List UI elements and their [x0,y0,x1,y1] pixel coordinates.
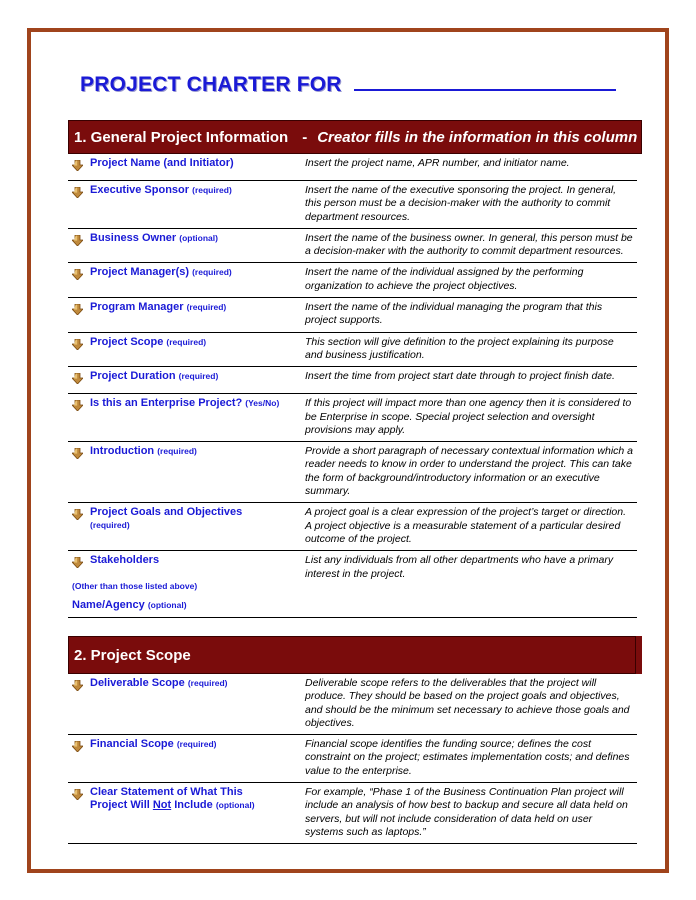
field-label-cell [68,298,304,332]
field-requirement: (optional) [147,600,187,611]
field-label-emphasis: Not [152,799,172,812]
field-description: Insert the name of the executive sponsoring the project. In general, this person must be a decision-maker with the authority to commit department resources. [305,184,617,223]
field-label-cell [68,181,304,228]
field-label-cell [68,674,304,734]
field-label [90,266,232,279]
field-label [90,786,255,812]
table-row [68,367,637,394]
field-description: Deliverable scope refers to the deliverables that the project will produce. They should be based on the project goals and objectives, and should be the minimum set necessary to achieve those goals and objectives. [305,677,630,729]
field-requirement: (required) [166,336,207,347]
arrow-down-bullet-icon [72,336,90,355]
field-label [90,738,216,751]
field-label-line [72,157,304,176]
field-label-line [72,786,304,812]
field-requirement: (required) [90,520,130,531]
field-sub-name-text: Name/Agency [72,599,145,612]
field-sub-name [72,599,304,611]
arrow-down-bullet-icon [72,370,90,389]
field-label-cell [68,551,304,617]
section2-header-edge [636,636,642,674]
field-label-cell [68,367,304,393]
field-label [90,301,226,314]
arrow-down-bullet-icon [72,786,90,805]
field-label [90,506,242,532]
field-label [90,184,232,197]
field-label-text: Project Goals and Objectives [90,506,243,519]
field-label-cell [68,783,304,843]
field-label-line [72,336,304,355]
field-label-line [72,232,304,251]
table-row [68,263,637,298]
field-label [90,157,234,170]
field-requirement: (optional) [215,800,255,811]
field-description: Insert the name of the individual managing the program that this project supports. [305,301,603,327]
table-row [68,394,637,442]
field-label [90,445,197,458]
field-description: Insert the name of the individual assigned by the performing organization to achieve the project objectives. [305,266,584,292]
field-label-text: Project Manager(s) [90,266,190,279]
field-description: Insert the name of the business owner. In general, this person must be a decision-maker with the authority to commit department resources. [305,231,633,258]
field-label-text: Introduction [90,445,155,458]
field-requirement: (required) [187,678,228,688]
field-label-text: Project Name (and Initiator) [90,157,234,169]
field-label [90,336,206,349]
field-label-line [72,738,304,757]
field-label-line [72,677,304,696]
field-description: This section will give definition to the project explaining its purpose and business justification. [305,335,614,361]
field-label-text: Stakeholders [90,554,160,567]
arrow-down-bullet-icon [72,677,90,696]
field-requirement: (Yes/No) [245,398,280,409]
field-label-cell [68,229,304,263]
table-row [68,442,637,503]
field-label-line [72,370,304,389]
table-row [68,735,637,783]
field-label [90,554,159,567]
field-label-text: Deliverable Scope [90,677,185,689]
field-description: Provide a short paragraph of necessary contextual information which a reader needs to know in order to understand the project. This can take the form of background/introductory information or an executive summary. [305,445,634,498]
table-row [68,674,637,735]
field-requirement: (required) [178,371,219,382]
section1-heading: 1. General Project Information [74,128,289,146]
table-row [68,298,637,333]
table-row [68,181,637,229]
arrow-down-bullet-icon [72,506,90,525]
field-label-text: Financial Scope [90,738,174,751]
field-label-line [72,266,304,285]
section1-header [68,120,642,154]
field-description: If this project will impact more than one agency then it is considered to be Enterprise in scope. Special project selection and oversight provisions may apply. [305,397,632,436]
field-label [90,677,228,690]
section1-separator: - [302,128,308,146]
field-label-cell [68,442,304,502]
field-sub-note: (Other than those listed above) [72,581,198,592]
field-label-cell [68,394,304,441]
section2-heading: 2. Project Scope [74,646,191,664]
field-label-text: Is this an Enterprise Project? [90,397,243,410]
field-description: Insert the time from project start date through to project finish date. [305,370,615,383]
field-label-cell [68,333,304,367]
field-requirement: (required) [176,739,217,750]
arrow-down-bullet-icon [72,232,90,251]
field-label-text: Project Will [90,799,153,812]
field-description: Financial scope identifies the funding source; defines the cost constraint on the project; estimates implementation costs; and defines value to the enterprise. [305,738,630,777]
field-requirement: (optional) [179,232,218,243]
title-text: PROJECT CHARTER FOR [80,73,342,96]
arrow-down-bullet-icon [72,157,90,176]
table-row [68,229,637,264]
field-label-line [72,184,304,203]
arrow-down-bullet-icon [72,301,90,320]
field-requirement: (required) [192,185,232,195]
field-requirement: (required) [192,267,232,278]
field-label-text: Project Duration [90,370,176,383]
field-requirement: (required) [157,446,197,457]
field-label-text: Program Manager [90,301,184,314]
field-label-line [72,445,304,464]
field-label-line [72,397,304,416]
field-description: List any individuals from all other departments who have a primary interest in the project. [305,554,614,580]
arrow-down-bullet-icon [72,184,90,203]
field-label [90,232,218,245]
arrow-down-bullet-icon [72,738,90,757]
field-requirement: (required) [186,302,227,313]
section2-header [68,636,636,674]
table-row [68,154,637,181]
field-description: Insert the project name, APR number, and initiator name. [305,157,570,169]
field-label [90,397,279,410]
arrow-down-bullet-icon [72,445,90,464]
section1-subheading: Creator fills in the information in this column [317,128,638,146]
section1-table [68,154,637,618]
table-row [68,333,637,368]
field-label-line [72,554,304,573]
table-row [68,503,637,551]
field-label-text: Include [171,799,213,812]
field-label-text: Project Scope [90,335,164,348]
field-label-cell [68,735,304,782]
field-description: For example, “Phase 1 of the Business Continuation Plan project will include an analysis of how best to backup and secure all data held on servers, but will not include consideration of data held on user systems such as laptops.” [305,786,628,838]
field-label-text: Business Owner [90,231,177,244]
title-blank-line [354,73,616,91]
field-description: A project goal is a clear expression of the project’s target or direction. A project objective is a measurable statement of a particular desired outcome of the project. [305,506,626,545]
table-row [68,783,637,844]
field-label-line [72,301,304,320]
arrow-down-bullet-icon [72,554,90,573]
field-label-cell [68,263,304,297]
field-label-cell [68,154,304,180]
section2-table [68,674,637,844]
table-row [68,551,637,618]
field-label-text: Clear Statement of What This [90,786,243,799]
field-label [90,370,218,383]
field-label-text: Executive Sponsor [90,184,190,196]
arrow-down-bullet-icon [72,397,90,416]
page-title [80,73,616,97]
arrow-down-bullet-icon [72,266,90,285]
field-label-cell [68,503,304,550]
field-label-line [72,506,304,532]
